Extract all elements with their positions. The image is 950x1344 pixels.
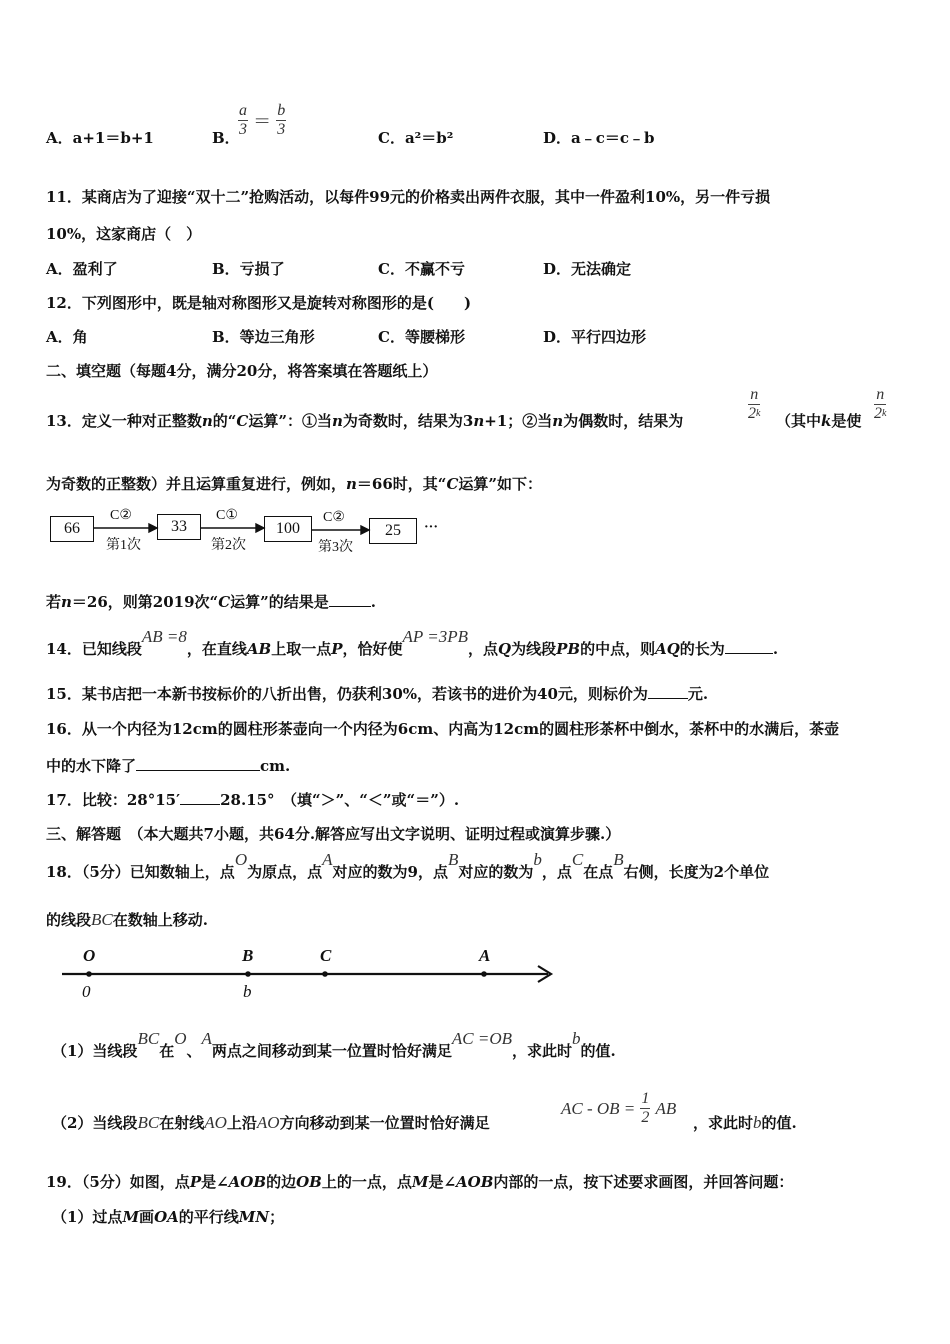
q18-part2-formula: AC - OB = $\frac{1}{2}$ AB — [561, 1090, 677, 1126]
chain-box: 25 — [369, 518, 417, 544]
chain-step-label: 第1次 — [106, 538, 141, 553]
q18-part2: （2）当线段BC在射线AO上沿AO方向移动到某一位置时恰好满足 — [52, 1113, 490, 1132]
answer-blank[interactable] — [180, 790, 220, 805]
chain-op-label: C② — [323, 510, 345, 525]
fraction: $\frac{b}{3}$ — [277, 102, 286, 138]
point-c-label: C — [320, 946, 332, 965]
chain-arrow-head — [256, 524, 264, 532]
q18-part2-tail: ，求此时b的值. — [693, 1113, 797, 1132]
chain-arrow-head — [361, 526, 369, 534]
q16-line2: 中的水下降了 cm. — [46, 757, 291, 775]
q13-line2: 为奇数的正整数）并且运算重复进行，例如，n＝66时，其“C运算”如下： — [46, 475, 543, 493]
q14-stem: 14．已知线段AB =8，在直线AB上取一点P，恰好使AP =3PB，点Q为线段PB的中点，则AQ的长为 . — [46, 627, 779, 658]
answer-blank[interactable] — [648, 684, 688, 699]
q18-line2: 的线段BC在数轴上移动. — [46, 910, 208, 929]
q10-option-b-label: B． — [212, 129, 240, 147]
q13-line1-tail: （其中k是使 — [776, 412, 862, 430]
answer-blank[interactable] — [136, 756, 260, 771]
q15-stem: 15．某书店把一本新书按标价的八折出售，仍获利30%，若该书的进价为40元，则标价为 元. — [46, 685, 709, 703]
chain-step-label: 第2次 — [211, 538, 246, 553]
q10-option-b — [212, 128, 240, 148]
answer-blank[interactable] — [329, 592, 371, 607]
q12-option-a: A．角 — [46, 328, 88, 346]
q10-option-b-formula — [238, 102, 286, 139]
chain-box: 100 — [264, 516, 312, 542]
chain-box: 33 — [157, 514, 201, 540]
fraction: $\frac{a}{3}$ — [239, 102, 247, 138]
q11-stem-line2: 10%，这家商店（ ） — [46, 225, 202, 243]
q13-fraction-1: $\frac{n}{2^k}$ — [748, 386, 761, 422]
q19-step1: （1）过点M画OA的平行线MN； — [52, 1208, 285, 1226]
point-a-label: A — [479, 946, 491, 965]
point-o-dot — [86, 971, 92, 977]
point-b-label: B — [242, 946, 254, 965]
point-a-dot — [481, 971, 487, 977]
q17-stem: 17．比较：28°15′ 28.15° （填“＞”、“＜”或“＝”）. — [46, 791, 460, 809]
section3-heading: 三、解答题 （本大题共7小题，共64分.解答应写出文字说明、证明过程或演算步骤.） — [46, 825, 621, 843]
q12-option-b: B．等边三角形 — [212, 328, 315, 346]
chain-ellipsis: ··· — [424, 520, 439, 535]
q12-option-c: C．等腰梯形 — [378, 328, 465, 346]
q19-stem: 19．（5分）如图，点P是∠AOB的边OB上的一点，点M是∠AOB内部的一点，按下述要求画图，并回答问题： — [46, 1173, 794, 1191]
q11-option-d: D．无法确定 — [543, 260, 632, 278]
q11-option-a: A．盈利了 — [46, 260, 118, 278]
value-zero-label: 0 — [82, 982, 91, 1001]
equals-sign: ＝ — [253, 111, 272, 133]
q12-stem: 12．下列图形中，既是轴对称图形又是旋转对称图形的是( ) — [46, 294, 472, 312]
q11-option-b: B．亏损了 — [212, 260, 285, 278]
point-o-label: O — [83, 946, 96, 965]
value-b-label: b — [243, 982, 252, 1001]
chain-op-label: C① — [216, 508, 238, 523]
q10-option-d: D．a﹣c＝c﹣b — [543, 129, 655, 147]
q18-line1: 18．（5分）已知数轴上，点O为原点，点A对应的数为9，点B对应的数为b，点C在点B右侧，长度为2个单位 — [46, 850, 770, 881]
chain-arrow-head — [149, 524, 157, 532]
answer-blank[interactable] — [725, 639, 773, 654]
q10-option-a: A．a+1＝b+1 — [46, 129, 154, 147]
chain-step-label: 第3次 — [318, 540, 353, 555]
q11-option-c: C．不赢不亏 — [378, 260, 465, 278]
section2-heading: 二、填空题（每题4分，满分20分，将答案填在答题纸上） — [46, 362, 438, 380]
point-c-dot — [322, 971, 328, 977]
chain-box: 66 — [50, 516, 94, 542]
q13-line1: 13．定义一种对正整数n的“C运算”：①当n为奇数时，结果为3n+1；②当n为偶数时，结果为 — [46, 412, 684, 430]
q11-stem-line1: 11．某商店为了迎接“双十二”抢购活动，以每件99元的价格卖出两件衣服，其中一件盈利10%，另一件亏损 — [46, 188, 771, 206]
number-line-figure — [0, 940, 600, 1010]
q13-fraction-2: $\frac{n}{2^k}$ — [874, 386, 887, 422]
q18-part1: （1）当线段BC在O、A两点之间移动到某一位置时恰好满足AC =OB，求此时b的值. — [52, 1029, 616, 1060]
chain-op-label: C② — [110, 508, 132, 523]
point-b-dot — [245, 971, 251, 977]
q13-question: 若n＝26，则第2019次“C运算”的结果是 . — [46, 593, 377, 611]
q10-option-c: C．a²＝b² — [378, 129, 454, 147]
q16-line1: 16．从一个内径为12cm的圆柱形茶壶向一个内径为6cm、内高为12cm的圆柱形茶杯中倒水，茶杯中的水满后，茶壶 — [46, 720, 840, 738]
q12-option-d: D．平行四边形 — [543, 328, 647, 346]
fraction: $\frac{1}{2}$ — [641, 1090, 650, 1126]
